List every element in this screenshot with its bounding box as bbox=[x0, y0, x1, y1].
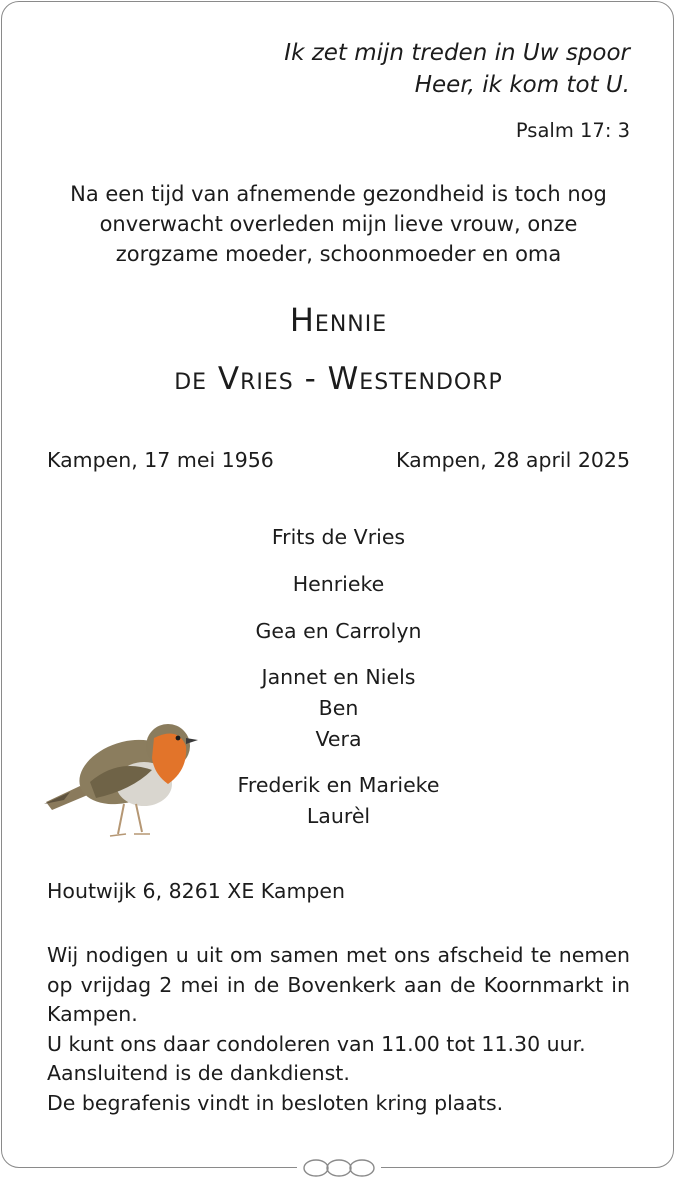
family-member: Frits de Vries bbox=[271, 525, 406, 549]
intro-line-2: onverwacht overleden mijn lieve vrouw, onze bbox=[99, 212, 578, 236]
family-address: Houtwijk 6, 8261 XE Kampen bbox=[47, 879, 346, 903]
intro-line-1: Na een tijd van afnemende gezondheid is toch nog bbox=[70, 182, 607, 206]
death-date: Kampen, 28 april 2025 bbox=[396, 448, 630, 472]
burial-note: De begrafenis vindt in besloten kring plaats. bbox=[47, 1090, 504, 1115]
family-member: Vera bbox=[315, 727, 362, 751]
verse-reference: Psalm 17: 3 bbox=[515, 119, 630, 142]
family-member: Henrieke bbox=[292, 572, 385, 596]
deceased-surname: de Vries - Westendorp bbox=[174, 361, 503, 397]
verse-line-1: Ik zet mijn treden in Uw spoor bbox=[284, 40, 630, 66]
family-member: Ben bbox=[318, 696, 359, 720]
announcement-text bbox=[40, 179, 637, 269]
knot-ornament-icon bbox=[297, 1156, 381, 1180]
intro-line-3: zorgzame moeder, schoonmoeder en oma bbox=[115, 242, 562, 266]
family-member: Gea en Carrolyn bbox=[255, 619, 422, 643]
robin-bird-illustration bbox=[40, 712, 200, 844]
verse-line-2: Heer, ik kom tot U. bbox=[414, 72, 630, 98]
family-member: Jannet en Niels bbox=[261, 665, 416, 689]
family-member: Frederik en Marieke bbox=[237, 773, 440, 797]
condolence-time: U kunt ons daar condoleren van 11.00 tot 11.30 uur. bbox=[47, 1031, 586, 1056]
birth-date: Kampen, 17 mei 1956 bbox=[47, 448, 274, 472]
thanksgiving-service: Aansluitend is de dankdienst. bbox=[47, 1061, 350, 1085]
funeral-details bbox=[47, 941, 630, 1118]
family-member: Laurèl bbox=[306, 804, 371, 828]
farewell-invitation: Wij nodigen u uit om samen met ons afscheid te nemen op vrijdag 2 mei in de Bovenkerk aan de Koornmarkt in Kampen. bbox=[47, 943, 630, 1026]
bible-verse bbox=[284, 37, 630, 101]
deceased-first-name: Hennie bbox=[289, 301, 388, 339]
